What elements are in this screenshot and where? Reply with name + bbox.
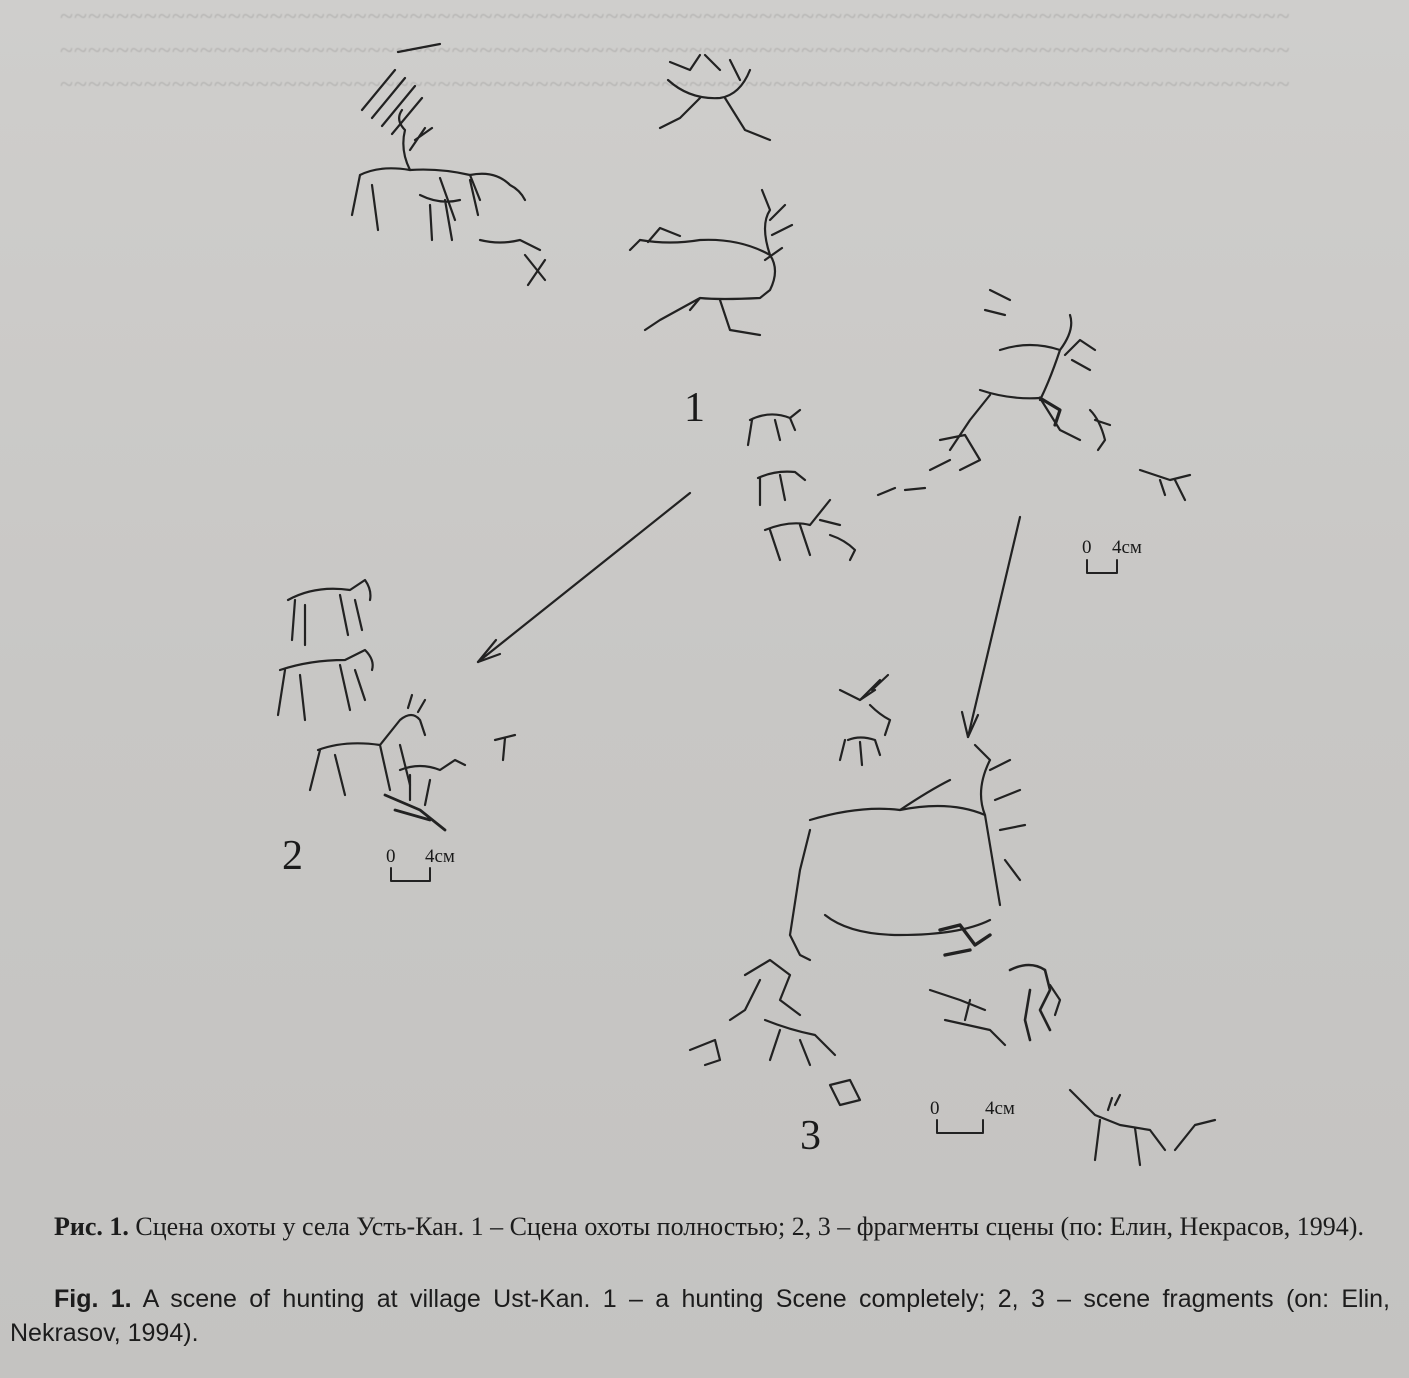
panel-1-drawings (352, 44, 1190, 737)
caption-english (10, 1282, 1390, 1350)
scale-2-zero: 0 (386, 846, 396, 867)
caption-en-text: A scene of hunting at village Ust-Kan. 1 – a hunting Scene completely; 2, 3 – scene fragments (on: Elin, Nekrasov, 1994). (10, 1285, 1390, 1347)
scale-3-unit: 4см (985, 1098, 1015, 1119)
panel-3-label: 3 (800, 1113, 821, 1159)
scale-2-unit: 4см (425, 846, 455, 867)
caption-en-label: Fig. 1. (54, 1285, 132, 1313)
scale-bar-3 (937, 1120, 983, 1133)
caption-ru-label: Рис. 1. (54, 1212, 129, 1241)
caption-russian (10, 1210, 1390, 1244)
scale-bar-1 (1087, 560, 1117, 573)
panel-1-label: 1 (684, 385, 705, 431)
panel-3-drawings (690, 675, 1215, 1165)
scale-1-zero: 0 (1082, 537, 1092, 558)
scale-1-unit: 4см (1112, 537, 1142, 558)
scale-3-zero: 0 (930, 1098, 940, 1119)
panel-2-label: 2 (282, 833, 303, 879)
panel-2-drawings (278, 580, 515, 830)
show-through-background: ~~~~~~~~~~~~~~~~~~~~~~~~~~~~~~~~~~~~~~~~~~~~~~~~~~~~~~~~~~~~~~~~~~~~~~~~~~~~~~~~~~~~~~~~ ~~~~~~~~~~~~~~~~~~~~~~~~~~~~~~~~~~~~~~~~~~~~~~~~~~~~~~~~~~~~~~~~~~~~~~~~~~~~~~~~~~~~~~~~ ~~~~~~~~~~~~~~~~~~~~~~~~~~~~~~~~~~~~~~~~~~~~~~~~~~~~~~~~~~~~~~~~~~~~~~~~~~~~~~~~~~~~~~~~ (60, 4, 1291, 98)
caption-ru-text: Сцена охоты у села Усть-Кан. 1 – Сцена охоты полностью; 2, 3 – фрагменты сцены (по: Елин, Некрасов, 1994). (135, 1212, 1364, 1241)
scale-bar-2 (391, 868, 430, 881)
